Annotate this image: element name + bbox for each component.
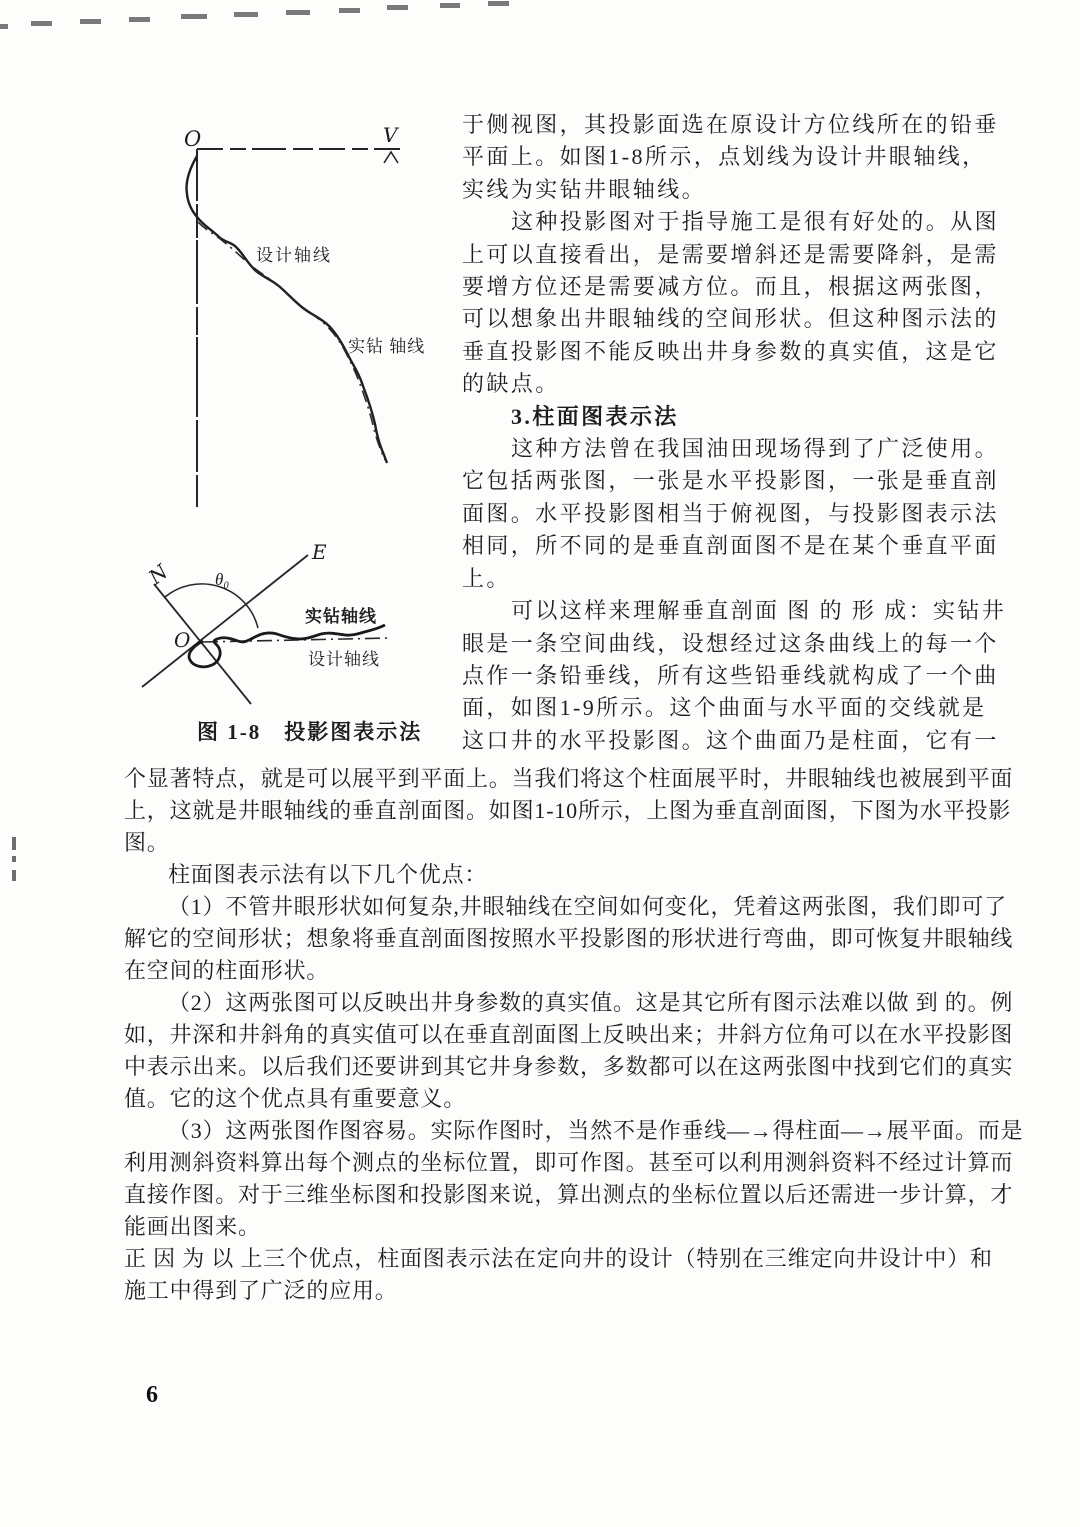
text-line: 在空间的柱面形状。 [124, 958, 330, 983]
text-line: （1）不管井眼形状如何复杂,井眼轴线在空间如何变化，凭着这两张图，我们即可了 [168, 894, 1007, 919]
text-line: 正 因 为 以 上三个优点，柱面图表示法在定向井的设计（特别在三维定向井设计中）和 [124, 1246, 993, 1271]
figure-caption: 图 1-8 投影图表示法 [197, 720, 423, 744]
text-line: 如，井深和井斜角的真实值可以在垂直剖面图上反映出来；井斜方位角可以在水平投影图 [124, 1022, 1014, 1047]
page-number: 6 [146, 1382, 158, 1408]
text-line: 可以这样来理解垂直剖面 图 的 形 成：实钻井 [511, 598, 1007, 624]
origin-label: O [174, 628, 191, 652]
text-line: 利用测斜资料算出每个测点的坐标位置，即可作图。甚至可以利用测斜资料不经过计算而 [124, 1150, 1014, 1175]
azimuth-angle-label: θ₀ [215, 570, 230, 589]
text-line: 垂直投影图不能反映出井身参数的真实值，这是它 [462, 338, 999, 364]
design-axis-label: 设计轴线 [308, 650, 380, 669]
text-line: 中表示出来。以后我们还要讲到其它井身参数，多数都可以在这两张图中找到它们的真实 [124, 1054, 1014, 1079]
actual-axis-label: 实钻 轴线 [348, 337, 426, 356]
text-line: 个显著特点，就是可以展平到平面上。当我们将这个柱面展平时，井眼轴线也被展到平面 [124, 766, 1014, 791]
text-line: 施工中得到了广泛的应用。 [124, 1278, 398, 1303]
right-text-column [462, 109, 1007, 757]
text-line: 它包括两张图，一张是水平投影图，一张是垂直剖 [462, 468, 999, 494]
text-line: 实线为实钻井眼轴线。 [462, 176, 707, 202]
v-axis-label: V [383, 123, 398, 147]
text-line: 点作一条铅垂线，所有这些铅垂线就构成了一个曲 [462, 662, 999, 688]
v-axis-arrowhead-icon [384, 152, 398, 163]
text-line: 可以想象出井眼轴线的空间形状。但这种图示法的 [462, 306, 999, 332]
design-axis-label: 设计轴线 [256, 246, 332, 265]
text-line: （2）这两张图可以反映出井身参数的真实值。这是其它所有图示法难以做 到 的。例 [168, 990, 1014, 1015]
text-line: 相同，所不同的是垂直剖面图不是在某个垂直平面 [462, 533, 999, 559]
actual-axis-curve [187, 156, 387, 463]
text-line: 能画出图来。 [124, 1214, 261, 1239]
text-line: 值。它的这个优点具有重要意义。 [124, 1086, 467, 1111]
actual-axis-label: 实钻轴线 [305, 607, 377, 626]
text-line: 上。 [462, 565, 511, 591]
text-line: 这种投影图对于指导施工是很有好处的。从图 [511, 209, 1000, 235]
n-axis-label: N [143, 559, 173, 590]
text-line: 眼是一条空间曲线，设想经过这条曲线上的每一个 [462, 630, 999, 656]
text-line: 上可以直接看出，是需要增斜还是需要降斜，是需 [462, 241, 999, 267]
text-line: 直接作图。对于三维坐标图和投影图来说，算出测点的坐标位置以后还需进一步计算，才 [124, 1182, 1014, 1207]
text-line: 要增方位还是需要减方位。而且，根据这两张图， [462, 274, 999, 300]
text-line: 图。 [124, 830, 170, 855]
e-axis-label: E [312, 540, 327, 564]
text-line: 这口井的水平投影图。这个曲面乃是柱面，它有一 [462, 727, 999, 753]
full-width-text-block [124, 763, 1024, 1307]
text-line: 的缺点。 [462, 371, 560, 397]
text-line: 上，这就是井眼轴线的垂直剖面图。如图1-10所示，上图为垂直剖面图，下图为水平投影 [124, 798, 1012, 823]
text-line: 柱面图表示法有以下几个优点： [168, 862, 488, 887]
text-line: 于侧视图，其投影面选在原设计方位线所在的铅垂 [462, 112, 999, 137]
text-line: 面，如图1-9所示。这个曲面与水平面的交线就是 [462, 695, 987, 721]
text-line: 平面上。如图1-8所示，点划线为设计井眼轴线， [462, 144, 987, 170]
text-line: 这种方法曾在我国油田现场得到了广泛使用。 [511, 436, 1000, 462]
text-line: 解它的空间形状；想象将垂直剖面图按照水平投影图的形状进行弯曲，即可恢复井眼轴线 [124, 926, 1014, 951]
text-line: 面图。水平投影图相当于俯视图，与投影图表示法 [462, 500, 999, 526]
figure-plan-view-diagram [100, 527, 460, 717]
section-heading: 3.柱面图表示法 [511, 403, 679, 429]
origin-label: O [184, 127, 202, 151]
text-line: （3）这两张图作图容易。实际作图时，当然不是作垂线—→得柱面—→展平面。而是 [168, 1118, 1024, 1143]
n-axis-line [154, 584, 251, 704]
figure-vertical-projection-diagram [120, 106, 440, 518]
